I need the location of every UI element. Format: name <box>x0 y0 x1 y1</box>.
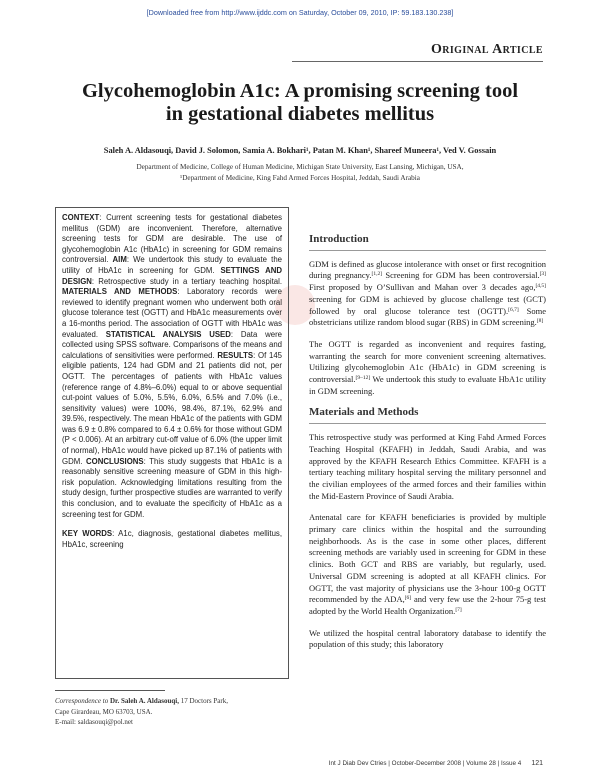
methods-paragraph-3: We utilized the hospital central laboratory database to identify the population of this study; this laboratory <box>309 627 546 650</box>
correspondence <box>55 696 290 728</box>
methods-heading: Materials and Methods <box>309 406 419 419</box>
results-text: : Of 145 eligible patients, 124 had GDM and 21 patients did not, per OGTT. The percentages of patients with HbA1c values (reference range of 4.8%–6.0%) equal to or above sequential cut-point values of 5.0%, 5.5%, 6.0%, 6.5% and 7.0% (i.e., sensitivity values) were 100%, 98.4%, 87.1%, 62.9% and 39.5%, respectively. The mean HbA1c of the patients with GDM was 6.9 ± 0.8% compared to 6.4 ± 0.6% for those without GDM (P < 0.006). At an arbitrary cut-off value of 6.0% (the upper limit of normal), HbA1c would have picked up 87.1% of patients with GDM. <box>62 350 282 466</box>
page-footer <box>329 760 543 767</box>
citation[interactable]: [7] <box>455 606 462 613</box>
citation[interactable]: [6,7] <box>508 306 519 313</box>
citation[interactable]: [3] <box>539 271 547 278</box>
conclusions-text: : This study suggests that HbA1c is a reasonably sensitive screening measure of GDM in this high-risk population. Acknowledging limitations resulting from the study design, further prospective studies are warranted to verify this conclusion, and to evaluate the specificity of HbA1c as a screening test for GDM. <box>62 456 282 519</box>
download-notice[interactable]: [Downloaded free from http://www.ijddc.com on Saturday, October 09, 2010, IP: 59.183.130.238] <box>146 8 454 17</box>
aim-label: AIM <box>112 255 127 265</box>
correspondence-line-1 <box>55 696 290 707</box>
affiliations <box>30 162 570 183</box>
abstract-body <box>62 213 282 520</box>
settings-text: : Retrospective study in a tertiary teaching hospital. <box>91 276 282 286</box>
conclusions-label: CONCLUSIONS <box>86 456 144 466</box>
title-line-1: Glycohemoglobin A1c: A promising screening tool <box>81 80 519 102</box>
page-number: 121 <box>531 760 543 767</box>
stats-label: STATISTICAL ANALYSIS USED <box>105 329 231 339</box>
keywords <box>62 529 282 550</box>
methods-paragraph-2: Antenatal care for KFAFH beneficiaries is provided by multiple primary care clinics within the hospital and the surrounding neighborhoods. As is the case in some other places, different screening methods are variably used in screening for GDM in these clinics. Both GCT and RBS are variably, but regularly, used. Universal GDM screening is adopted at all KFAFH clinics. For OGTT, the vast majority of physicians use the 3-hour 100-g OGTT recommended by the ADA,[6] and very few use the 2-hour 75-g test adopted by the World Health Organization.[7] <box>309 512 546 616</box>
intro-heading: Introduction <box>309 233 369 245</box>
header-rule <box>292 61 543 62</box>
affiliation-line-1: Department of Medicine, College of Human Medicine, Michigan State University, East Lansing, Michigan, USA, <box>136 163 464 171</box>
citation[interactable]: [8] <box>536 318 544 325</box>
methods-paragraph-1: This retrospective study was performed at King Fahd Armed Forces Teaching Hospital (KFAFH) in Jeddah, Saudi Arabia, and was approved by the KFAFH Research Ethics Committee. KFAFH is a tertiary teaching military hospital serving the military personnel and the civilian employees of the armed forces and their families within the Mid-Eastern Province of Saudi Arabia. <box>309 432 546 501</box>
correspondence-label: Correspondence to <box>55 697 109 705</box>
intro-paragraph-1: GDM is defined as glucose intolerance with onset or first recognition during pregnancy.[1,2] Screening for GDM has been controversial.[3] First proposed by O’Sullivan and Mahan over 3 decades ago,[4,5] screening for GDM is achieved by glucose challenge test (GCT) followed by oral glucose tolerance test (OGTT).[6,7] Some obstetricians utilize random blood sugar (RBS) in GDM screening.[8] <box>309 258 547 328</box>
correspondence-email[interactable]: E-mail: saldasouqi@pol.net <box>55 718 133 726</box>
correspondence-rule <box>55 690 165 691</box>
methods-text: : Laboratory records were reviewed to identify pregnant women who underwent both oral glucose tolerance test (OGTT) and HbA1c measurements over a 16-months period. The association of OGTT with HbA1c was evaluated. <box>62 287 282 339</box>
citation[interactable]: [6] <box>404 595 412 602</box>
context-label: CONTEXT <box>62 213 100 222</box>
journal-info: Int J Diab Dev Ctries | October-December 2008 | Volume 28 | Issue 4 <box>328 760 522 767</box>
context-text: : Current screening tests for gestational diabetes mellitus (GDM) are inconvenient. Therefore, alternative screening tests for GDM are desirable. The use of glycohemoglobin A1c (HbA1c) in screening for GDM remains controversial. <box>62 213 282 265</box>
correspondence-name: Dr. Saleh A. Aldasouqi, <box>108 697 179 705</box>
citation[interactable]: [1,2] <box>371 271 383 278</box>
intro-paragraph-2: The OGTT is regarded as inconvenient and requires fasting, warranting the search for more convenient screening alternatives. Utilizing glycohemoglobin A1c (HbA1c) in GDM screening is controversial.[9–12] We undertook this study to evaluate HbA1c utility in GDM screening. <box>309 338 546 396</box>
settings-label: SETTINGS AND DESIGN <box>62 265 282 286</box>
title-line-2: in gestational diabetes mellitus <box>165 103 435 125</box>
article-title <box>40 80 560 126</box>
article-type: Original Article <box>430 42 543 57</box>
methods-heading-rule <box>309 423 546 424</box>
methods-label: MATERIALS AND METHODS <box>62 287 178 297</box>
citation[interactable]: [4,5] <box>535 283 546 290</box>
aim-text: : We undertook this study to evaluate the utility of HbA1c in screening for GDM. <box>62 255 282 275</box>
intro-heading-rule <box>309 250 546 251</box>
citation[interactable]: [9–12] <box>355 375 371 382</box>
stats-text: : Data were collected using SPSS software. Comparisons of the means and calculations of sensitivities were performed. <box>62 329 282 360</box>
main-text-column <box>309 234 546 661</box>
affiliation-line-2: ¹Department of Medicine, King Fahd Armed Forces Hospital, Jeddah, Saudi Arabia <box>180 173 420 182</box>
correspondence-address: 17 Doctors Park, <box>178 697 228 705</box>
keywords-text: : A1c, diagnosis, gestational diabetes mellitus, HbA1c, screening <box>62 529 282 549</box>
keywords-label: KEY WORDS <box>62 529 113 539</box>
author-list: Saleh A. Aldasouqi, David J. Solomon, Samia A. Bokhari¹, Patan M. Khan¹, Shareef Muneera¹, Ved V. Gossain <box>103 146 497 155</box>
abstract-box <box>55 207 289 679</box>
results-label: RESULTS <box>217 350 254 360</box>
correspondence-city: Cape Girardeau, MO 63703, USA. <box>55 707 153 716</box>
